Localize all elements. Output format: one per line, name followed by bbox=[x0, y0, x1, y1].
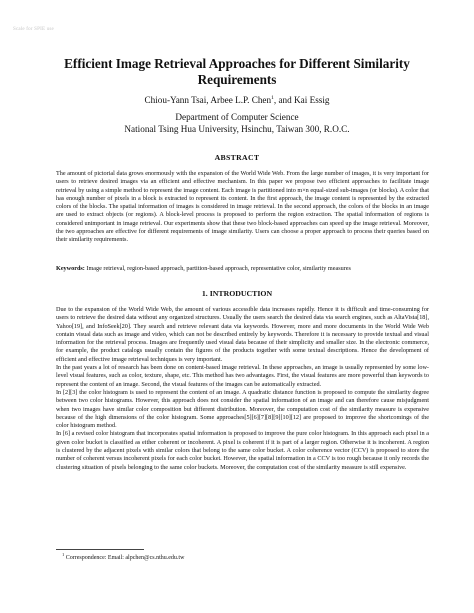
intro-paragraph-3: In [2][3] the color histogram is used to represent the content of an image. A quadratic distance function is proposed to compute the similarity degree between two color histograms. However, this approach does not consider the spatial information of an image and can therefore cause misjudgment when two images have similar color composition but different distribution. Moreover, the computation cost of the similarity measure is expensive because of the high dimensions of the color histogram. Some approaches[5][6][7][8][9][10][12] are proposed to improve the shortcomings of the color histogram method. bbox=[56, 388, 429, 430]
intro-paragraph-2: In the past years a lot of research has been done on content-based image retrieval. In these approaches, an image is usually represented by some low-level visual features, such as color, texture, shape, etc. This method has two advantages. First, the visual features are more powerful than keywords to represent the content of an image. Second, the visual features of the images can be automatically extracted. bbox=[56, 364, 429, 388]
footnote-text: Correspondence: Email: alpchen@cs.nthu.edu.tw bbox=[64, 555, 185, 561]
intro-paragraph-4: In [6] a revised color histogram that incorporates spatial information is proposed to improve the pure color histogram. In this approach each pixel in a given color bucket is classified as either coherent or incoherent. A pixel is coherent if it is part of a larger region. Otherwise it is incoherent. A region is clustered by the adjacent pixels with similar colors that belong to the same color bucket. A color coherence vector (CCV) is proposed to store the number of coherent versus incoherent pixels for each color bucket. However, the spatial information in a CCV is too rough because it only records the clustering situation of pixels belonging to the same color buckets. Moreover, the computation cost of the similarity measure is still expensive. bbox=[56, 430, 429, 471]
introduction-body bbox=[56, 306, 429, 472]
title-line-2: Requirements bbox=[197, 72, 277, 87]
intro-paragraph-1: Due to the expansion of the World Wide Web, the amount of various accessible data increases rapidly. Hence it is difficult and time-consuming for users to retrieve the desired data without any organized structures. Usually the users search the desired data via search engines, such as AltaVista[18], Yahoo[19], and InfoSeek[20]. They search and retrieve relevant data via keywords. However, more and more documents in the World Wide Web contain visual data such as image and video, which can not be described entirely by keywords. Therefore it is necessary to provide textual and visual information for the retrieval process. Images are frequently used visual data because of their simplicity and smaller size. In the electronic commerce, for example, the product catalogs usually contain the figures of the products together with some textual descriptions. Hence the development of efficient and effective image retrieval techniques is very important. bbox=[56, 306, 429, 363]
paper-title bbox=[40, 56, 434, 88]
authors-names: Chiou-Yann Tsai, Arbee L.P. Chen bbox=[144, 95, 272, 105]
footnote bbox=[62, 552, 185, 561]
affiliation-university: National Tsing Hua University, Hsinchu, Taiwan 300, R.O.C. bbox=[124, 124, 350, 134]
author-footnote-mark: 1 bbox=[271, 95, 274, 101]
affiliation bbox=[40, 111, 434, 135]
abstract-text: The amount of pictorial data grows enormously with the expansion of the World Wide Web. From the large number of images, it is very important for users to retrieve desired images via an efficient and effective mechanism. In this paper we propose two efficient approaches to facilitate image retrieval by using a simple method to represent the image content. Each image is partitioned into m×n equal-sized sub-images (or blocks). A color that has enough number of pixels in a block is extracted to represent its content. In the first approach, the image content is represented by the extracted colors of the blocks. The spatial information of images is considered in image retrieval. In the second approach, the colors of the blocks in an image are used to extract objects (or regions). A block-level process is proposed to perform the region extraction. The spatial information of regions is considered unimportant in image retrieval. Our experiments show that these two block-based approaches can speed up the image retrieval. Moreover, the two approaches are effective for different requirements of image similarity. Users can choose a proper approach to process their queries based on their similarity requirements. bbox=[56, 170, 429, 244]
authors bbox=[40, 95, 434, 106]
abstract-heading: ABSTRACT bbox=[214, 153, 260, 162]
keywords bbox=[56, 265, 429, 273]
introduction-heading: 1. INTRODUCTION bbox=[201, 289, 273, 298]
title-line-1: Efficient Image Retrieval Approaches for Different Similarity bbox=[64, 56, 410, 71]
keywords-text: Image retrieval, region-based approach, partition-based approach, representative color, similarity measures bbox=[84, 265, 351, 272]
authors-rest: , and Kai Essig bbox=[273, 95, 330, 105]
watermark: Scale for SPIE use bbox=[13, 27, 54, 32]
keywords-label: Keywords: bbox=[56, 265, 85, 272]
footnote-mark: 1 bbox=[62, 552, 65, 557]
affiliation-department: Department of Computer Science bbox=[175, 112, 299, 122]
footnote-rule bbox=[56, 549, 144, 550]
